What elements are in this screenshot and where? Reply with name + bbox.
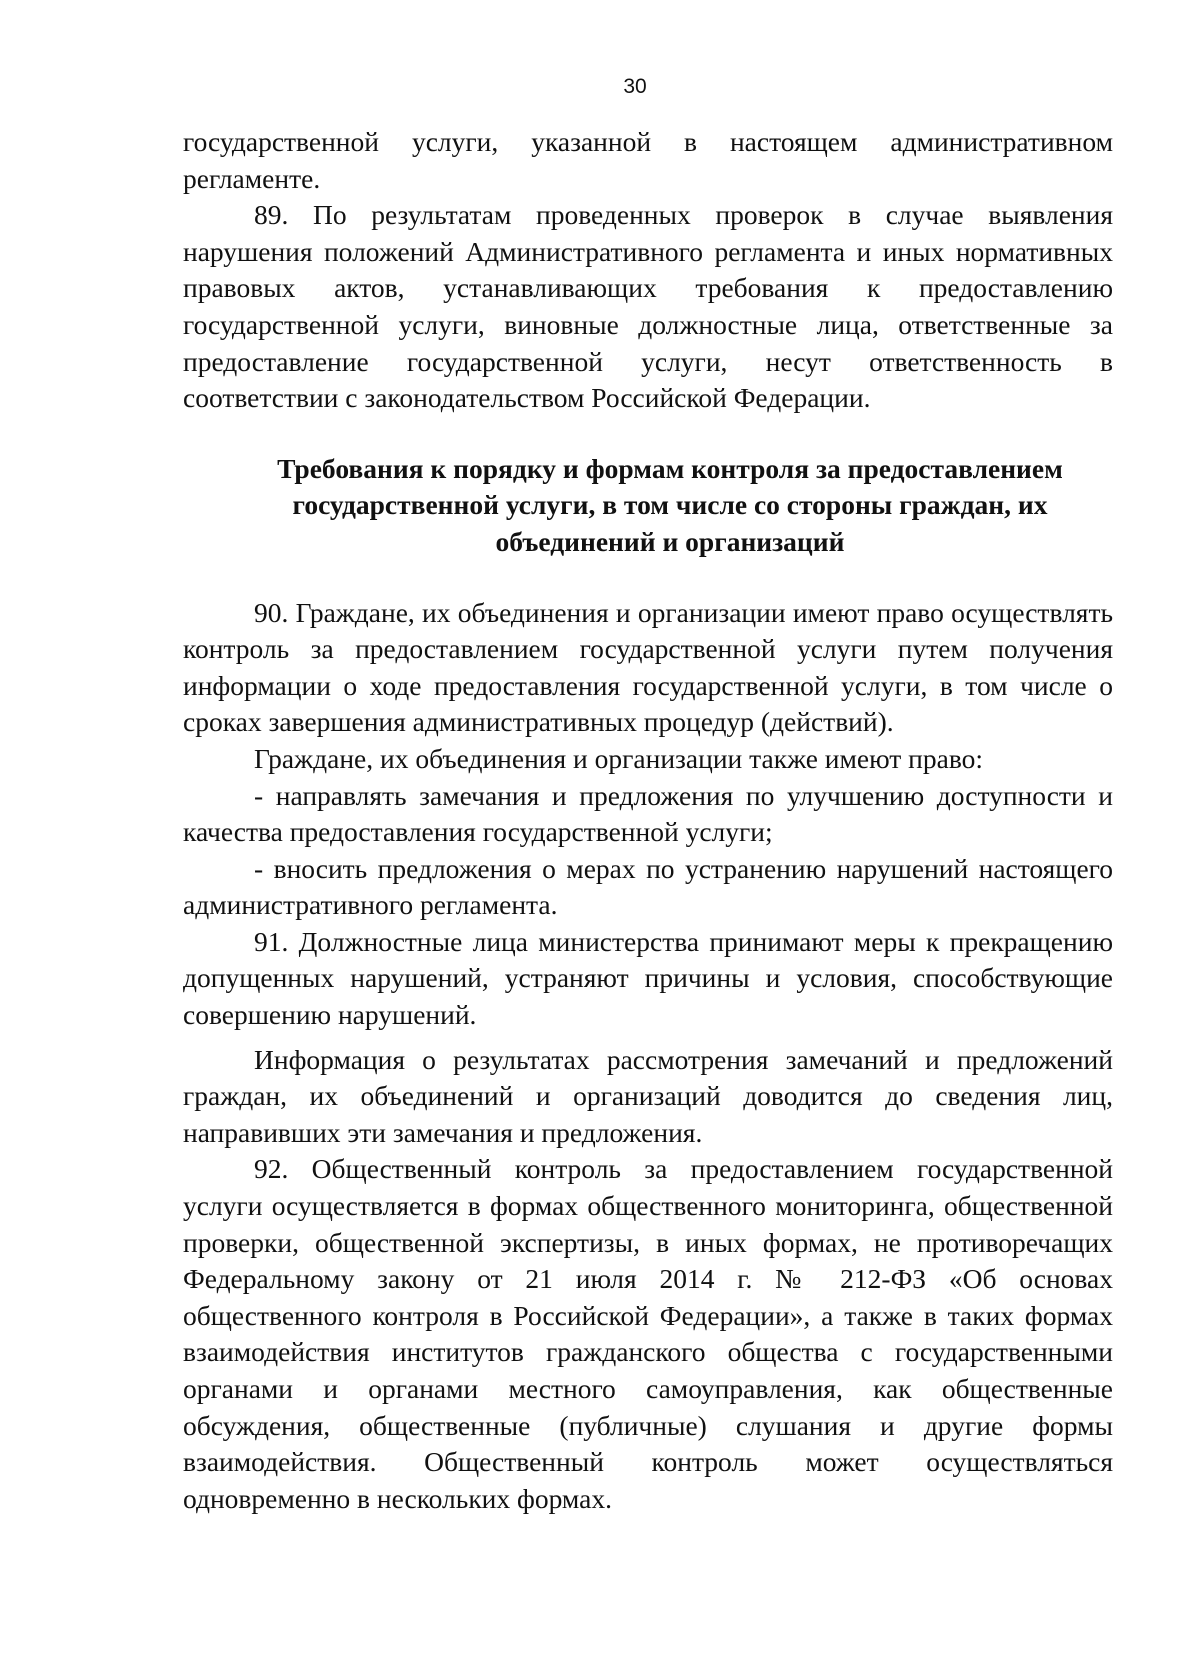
paragraph-rights-intro: Граждане, их объединения и организации также имеют право:	[254, 742, 984, 774]
list-item-proposals: - вносить предложения о мерах по устранению нарушений настоящего административного регламента.	[183, 852, 1113, 921]
paragraph-continuation: государственной услуги, указанной в настоящем административном регламенте.	[183, 126, 1113, 194]
paragraph-92: 92. Общественный контроль за предоставлением государственной услуги осуществляется в формах общественного мониторинга, общественной проверки, общественной экспертизы, в иных формах, не противоречащих Федеральному закону от 21 июля 2014 г. № 212-ФЗ «Об основах общественного контроля в Российской Федерации», а также в таких формах взаимодействия институтов гражданского общества с государственными органами и органами местного самоуправления, как общественные обсуждения, общественные (публичные) слушания и другие формы взаимодействия. Общественный контроль может осуществляться одновременно в нескольких формах.	[183, 1153, 1113, 1514]
paragraph-89: 89. По результатам проведенных проверок в случае выявления нарушения положений Административного регламента и иных нормативных правовых актов, устанавливающих требования к предоставлению государственной услуги, виновные должностные лица, ответственные за предоставление государственной услуги, несут ответственность в соответствии с законодательством Российской Федерации.	[183, 199, 1113, 414]
page-number: 30	[623, 75, 647, 98]
paragraph-90: 90. Граждане, их объединения и организации имеют право осуществлять контроль за предоставлением государственной услуги путем получения информации о ходе предоставления государственной услуги, в том числе о сроках завершения административных процедур (действий).	[183, 596, 1113, 738]
document-body	[183, 124, 1113, 1517]
list-item-remarks: - направлять замечания и предложения по улучшению доступности и качества предоставления государственной услуги;	[183, 779, 1113, 848]
paragraph-results-info: Информация о результатах рассмотрения замечаний и предложений граждан, их объединений и организаций доводится до сведения лиц, направивших эти замечания и предложения.	[183, 1043, 1113, 1148]
paragraph-91: 91. Должностные лица министерства принимают меры к прекращению допущенных нарушений, устраняют причины и условия, способствующие совершению нарушений.	[183, 925, 1113, 1031]
section-heading: Требования к порядку и формам контроля за предоставлением государственной услуги, в том числе со стороны граждан, их объединений и организаций	[277, 452, 1063, 557]
